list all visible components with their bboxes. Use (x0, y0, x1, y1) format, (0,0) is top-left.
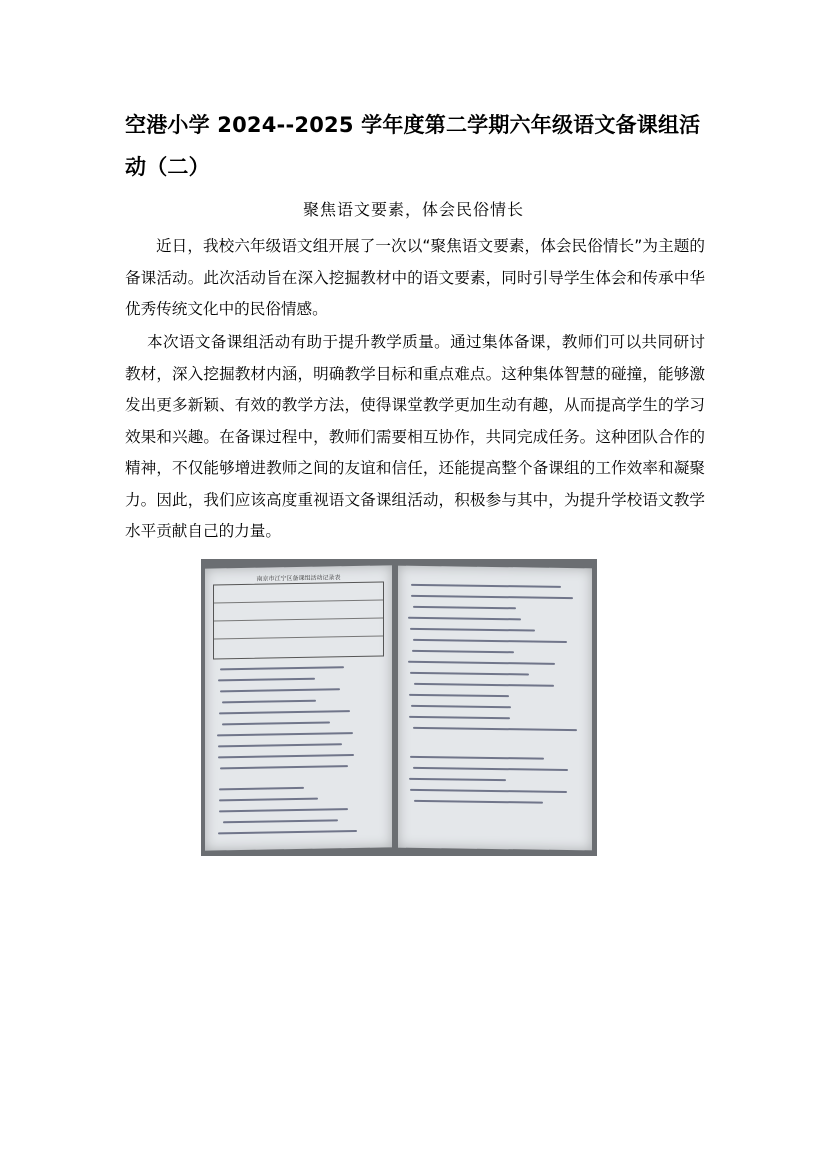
handwriting-stroke (410, 672, 529, 675)
record-form-right-page (398, 566, 592, 851)
handwriting-stroke (218, 678, 314, 681)
handwriting-stroke (218, 743, 342, 747)
document-subtitle: 聚焦语文要素，体会民俗情长 (302, 200, 524, 219)
document-title: 空港小学 2024--2025 学年度第二学期六年级语文备课组活动（二） (125, 113, 701, 179)
handwriting-stroke (413, 727, 576, 731)
handwriting-stroke (220, 765, 348, 769)
handwriting-stroke (220, 688, 340, 692)
handwriting-stroke (219, 798, 319, 801)
handwriting-stroke (411, 584, 560, 588)
handwriting-stroke (410, 789, 567, 793)
paragraph-body: 本次语文备课组活动有助于提升教学质量。通过集体备课，教师们可以共同研讨教材，深入挖掘教材内涵，明确教学目标和重点难点。这种集体智慧的碰撞，能够激发出更多新颖、有效的教学方法，使得课堂教学更加生动有趣，从而提高学生的学习效果和兴趣。在备课过程中，教师们需要相互协作，共同完成任务。这种团队合作的精神，不仅能够增进教师之间的友谊和信任，还能提高整个备课组的工作效率和凝聚力。因此，我们应该高度重视语文备课组活动，积极参与其中，为提升学校语文教学水平贡献自己的力量。 (125, 333, 705, 540)
handwriting-stroke (217, 732, 352, 736)
handwriting-stroke (219, 710, 349, 714)
handwriting-stroke (413, 639, 567, 643)
handwriting-stroke (223, 819, 338, 823)
handwriting-stroke (409, 694, 509, 697)
handwriting-stroke (219, 808, 348, 812)
handwriting-stroke (413, 767, 568, 771)
handwriting-stroke (410, 756, 544, 759)
handwriting-stroke (408, 617, 521, 620)
record-form-grid (213, 582, 384, 660)
handwriting-stroke (222, 700, 316, 703)
handwriting-stroke (413, 606, 516, 609)
handwriting-stroke (414, 683, 554, 687)
handwriting-stroke (414, 800, 544, 803)
handwriting-stroke (218, 830, 357, 834)
handwriting-right (398, 566, 592, 569)
record-form-header: 南京市江宁区备课组活动记录表 (256, 574, 341, 583)
handwriting-stroke (409, 716, 510, 719)
record-form-left-page (205, 565, 392, 850)
handwriting-stroke (219, 787, 305, 790)
handwriting-stroke (412, 650, 513, 653)
handwriting-stroke (409, 778, 506, 781)
handwriting-stroke (411, 705, 511, 708)
activity-record-photo (201, 559, 597, 856)
paragraph-intro: 近日，我校六年级语文组开展了一次以“聚焦语文要素，体会民俗情长”为主题的备课活动。此次活动旨在深入挖掘教材中的语文要素，同时引导学生体会和传承中华优秀传统文化中的民俗情感。 (125, 237, 705, 318)
handwriting-stroke (408, 661, 555, 665)
handwriting-stroke (218, 754, 354, 758)
handwriting-stroke (222, 721, 330, 724)
handwriting-stroke (411, 595, 572, 599)
handwriting-stroke (410, 628, 535, 631)
handwriting-stroke (220, 666, 343, 670)
